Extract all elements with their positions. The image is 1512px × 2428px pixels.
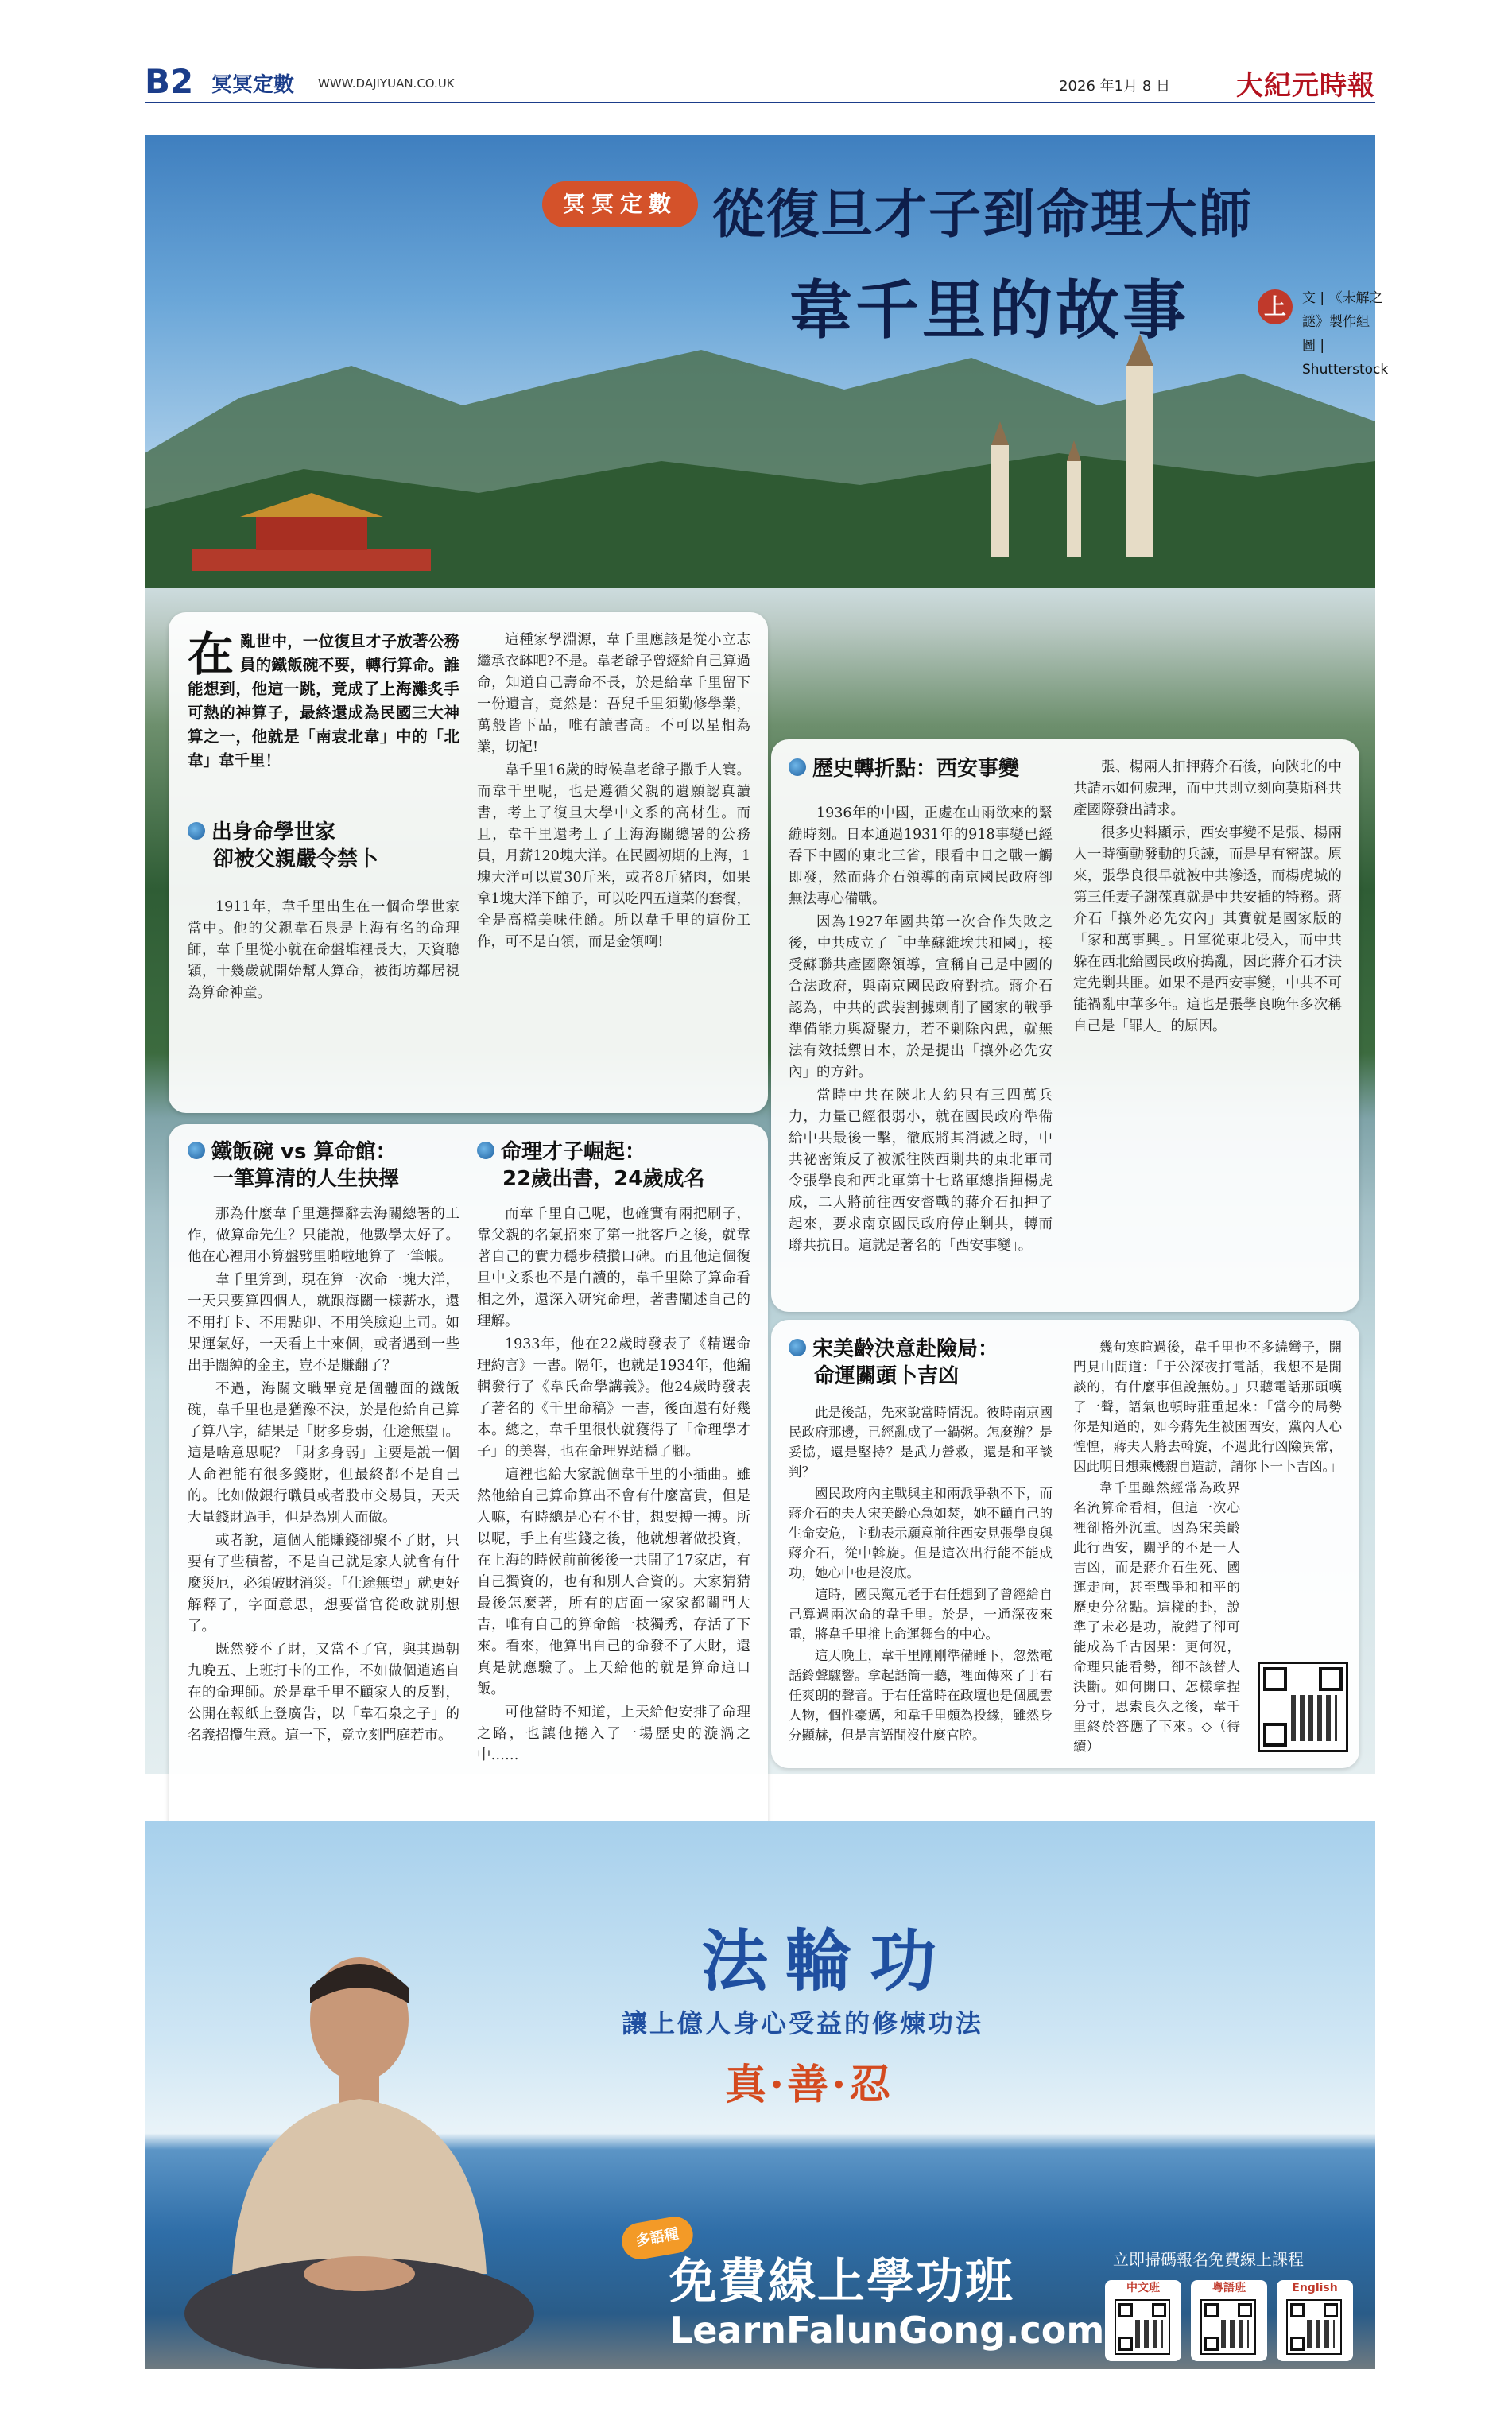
section1-column-left xyxy=(188,897,459,1006)
section4-heading: 歷史轉折點：西安事變 xyxy=(789,755,1043,782)
to-be-continued: （待續） xyxy=(1073,1719,1241,1754)
section-name: 冥冥定數 xyxy=(211,73,295,97)
part-marker: 上 xyxy=(1258,289,1293,324)
paragraph: 當時中共在陝北大約只有三四萬兵力，力量已經很弱小，就在國民政府準備給中共最後一擊，徹底將其消滅之時，中共祕密策反了被派往陝西剿共的東北軍司令張學良和西北軍第十七路軍總指揮楊虎成，二人將前往西安督戰的蔣介石扣押了起來，要求南京國民政府停止剿共，轉而聯共抗日。這就是著名的「西安事變」。 xyxy=(789,1088,1053,1254)
qr-cantonese-class[interactable]: 粵語班 xyxy=(1191,2280,1267,2361)
qr-chinese-class[interactable]: 中文班 xyxy=(1105,2280,1181,2361)
article-card-soong-mayling xyxy=(771,1320,1359,1768)
section5-column-left xyxy=(789,1402,1053,1747)
article-lead: 在亂世中，一位復旦才子放著公務員的鐵飯碗不要，轉行算命。誰能想到，他這一跳，竟成了上海灘炙手可熱的神算子，最終還成為民國三大神算之一，他就是「南袁北韋」中的「北韋」韋千里！ xyxy=(188,627,459,770)
intro-column-left xyxy=(188,627,459,773)
website-link[interactable]: WWW.DAJIYUAN.CO.UK xyxy=(318,76,455,91)
section4-column-left xyxy=(789,803,1053,1259)
section2-heading: 鐵飯碗 vs 算命館： 一筆算清的人生抉擇 xyxy=(188,1138,459,1193)
paragraph: 很多史料顯示，西安事變不是張、楊兩人一時衝動發動的兵諫，而是早有密謀。原來，張學良很早就被中共滲透，而楊虎城的第三任妻子謝葆真就是中共安插的特務。蔣介石「攘外必先安內」其實就是國家版的「家和萬事興」。日軍從東北侵入，而中共躲在西北給國民政府搗亂，因此蔣介石才決定先剿共匪。如果不是西安事變，中共不可能禍亂中華多年。這也是張學良晚年多次稱自己是「罪人」的原因。 xyxy=(1073,825,1342,1034)
qr-english-class[interactable]: English xyxy=(1277,2280,1353,2361)
qr-code-icon xyxy=(1286,2299,1342,2355)
falun-gong-advertisement xyxy=(145,1821,1375,2369)
free-class-headline: 免費線上學功班 xyxy=(669,2254,1014,2310)
paragraph: 這天晚上，韋千里剛剛準備睡下，忽然電話鈴聲驟響。拿起話筒一聽，裡面傳來了于右任爽朗的聲音。于右任當時在政壇也是個風雲人物，個性豪邁，和韋千里頗為投緣，雖然身分顯赫，但是言語間沒什麼官腔。 xyxy=(789,1648,1053,1743)
article-card-xian-incident xyxy=(771,739,1359,1312)
paragraph: 或者說，這個人能賺錢卻聚不了財，只要有了些積蓄，不是自己就是家人就會有什麼災厄，必須破財消災。「仕途無望」就更好解釋了，字面意思，想要當官從政就別想了。 xyxy=(188,1533,459,1635)
section3-column xyxy=(477,1204,750,1768)
paragraph: 1936年的中國，正處在山雨欲來的緊繃時刻。日本通過1931年的918事變已經吞下中國的東北三省，眼看中日之戰一觸即發，然而蔣介石領導的南京國民政府卻無法專心備戰。 xyxy=(789,805,1053,907)
paragraph: 1933年，他在22歲時發表了《精選命理約言》一書。隔年，也就是1934年，他編輯發行了《韋氏命學講義》。他24歲時發表了著名的《千里命稿》一書，後面還有好幾本。總之，韋千里很快就獲得了「命理學才子」的美譽，也在命理界站穩了腳。 xyxy=(477,1336,750,1460)
end-mark: ◇ xyxy=(1201,1719,1213,1734)
paragraph: 不過，海關文職畢竟是個體面的鐵飯碗，韋千里也是猶豫不決，於是他給自己算了算八字，結果是「財多身弱，仕途無望」。這是啥意思呢？「財多身弱」主要是說一個人命裡能有很多錢財，但最終都不是自己的。比如做銀行職員或者股市交易員，天天大量錢財過手，但是為別人而做。 xyxy=(188,1381,459,1526)
paragraph: 幾句寒暄過後，韋千里也不多繞彎子，開門見山問道：「于公深夜打電話，我想不是閒談的，有什麼事但說無妨。」只聽電話那頭嘆了一聲，語氣也頓時莊重起來：「當今的局勢你是知道的，如今蔣先生被困西安，黨內人心惶惶，蔣夫人將去斡旋，不過此行凶險異常，因此明日想乘機親自造訪，請你卜一卜吉凶。」 xyxy=(1073,1340,1343,1474)
paragraph: 韋千里16歲的時候韋老爺子撒手人寰。而韋千里呢，也是遵循父親的遺願認真讀書，考上了復旦大學中文系的高材生。而且，韋千里還考上了上海海關總署的公務員，月薪120塊大洋。在民國初期的上海，1塊大洋可以買30斤米，或者8斤豬肉，如果拿1塊大洋下館子，可以吃四五道菜的套餐，全是高檔美味佳餚。所以韋千里的這份工作，可不是白領，而是金領啊! xyxy=(477,762,750,950)
scan-instruction: 立即掃碼報名免費線上課程 xyxy=(1113,2250,1304,2269)
ad-website-link[interactable]: LearnFalunGong.com xyxy=(669,2309,1105,2352)
qr-code-icon xyxy=(1200,2299,1256,2355)
paragraph: 因為1927年國共第一次合作失敗之後，中共成立了「中華蘇維埃共和國」，接受蘇聯共產國際領導，宣稱自己是中國的合法政府，與南京國民政府對抗。蔣介石認為，中共的武裝割據刺削了國家的戰爭準備能力與凝聚力，若不剿除內患，就無法有效抵禦日本，於是提出「攘外必先安內」的方針。 xyxy=(789,914,1053,1080)
paragraph: 1911年，韋千里出生在一個命學世家當中。他的父親韋石泉是上海有名的命理師，韋千里從小就在命盤堆裡長大，天資聰穎，十幾歲就開始幫人算命，被街坊鄰居視為算命神童。 xyxy=(188,899,459,1001)
globe-icon xyxy=(188,1142,205,1159)
article-title-block xyxy=(542,172,1389,386)
globe-icon xyxy=(188,822,205,840)
article-title-line2: 韋千里的故事 xyxy=(789,273,1189,347)
paragraph: 張、楊兩人扣押蔣介石後，向陝北的中共請示如何處理，而中共則立刻向莫斯科共產國際發出請求。 xyxy=(1073,759,1342,818)
article-hero xyxy=(145,135,1389,1774)
paragraph: 韋千里算到，現在算一次命一塊大洋，一天只要算四個人，就跟海關一樣薪水，還不用打卡、不用點卯、不用笑臉迎上司。如果運氣好，一天看上十來個，或者遇到一些出手闊綽的金主，豈不是賺翻了？ xyxy=(188,1272,459,1374)
ad-title: 法輪功 xyxy=(701,1922,955,2000)
paragraph: 此是後話，先來說當時情況。彼時南京國民政府那邊，已經亂成了一鍋粥。怎麼辦？是妥協，還是堅持？是武力營救，還是和平談判？ xyxy=(789,1405,1053,1480)
section4-column-right xyxy=(1073,757,1342,1039)
section1-column-right xyxy=(477,630,750,955)
byline-image-credit: 圖 | Shutterstock xyxy=(1302,338,1389,378)
paragraph: 這種家學淵源，韋千里應該是從小立志繼承衣缽吧?不是。韋老爺子曾經給自己算過命，知道自己壽命不長，於是給韋千里留下一份遺言，竟然是：吾兒千里須勤修學業，萬般皆下品，唯有讀書高。不可以星相為業，切記! xyxy=(477,632,750,755)
page-number: B2 xyxy=(145,62,194,101)
paragraph: 這時，國民黨元老于右任想到了曾經給自己算過兩次命的韋千里。於是，一通深夜來電，將韋千里推上命運舞台的中心。 xyxy=(789,1587,1053,1642)
globe-icon xyxy=(789,758,806,776)
header-rule xyxy=(145,102,1375,103)
byline xyxy=(1302,286,1388,382)
paragraph: 國民政府內主戰與主和兩派爭執不下，而蔣介石的夫人宋美齡心急如焚，她不顧自己的生命安危，主動表示願意前往西安見張學良與蔣介石，從中斡旋。但是這次出行能不能成功，她心中也是沒底。 xyxy=(789,1486,1053,1581)
page-header xyxy=(145,62,1375,103)
newspaper-logo: 大紀元時報 xyxy=(1236,70,1375,102)
ad-principles: 真·善·忍 xyxy=(725,2061,894,2109)
paragraph: 那為什麼韋千里選擇辭去海關總署的工作，做算命先生？只能說，他數學太好了。他在心裡用小算盤劈里啪啦地算了一筆帳。 xyxy=(188,1206,459,1265)
qr-code-icon xyxy=(1115,2299,1170,2355)
article-card-intro xyxy=(169,612,768,1113)
article-card-career xyxy=(169,1124,768,1927)
globe-icon xyxy=(789,1339,806,1356)
lead-dropcap: 在 xyxy=(188,627,235,681)
byline-text: 文 | 《未解之謎》製作組 xyxy=(1302,290,1383,330)
globe-icon xyxy=(477,1142,494,1159)
paragraph: 而韋千里自己呢，也確實有兩把刷子，靠父親的名氣招來了第一批客戶之後，就靠著自己的實力穩步積攢口碑。而且他這個復旦中文系也不是白讀的，韋千里除了算命看相之外，還深入研究命理，著書闡述自己的理解。 xyxy=(477,1206,750,1329)
article-title-line1: 從復旦才子到命理大師 xyxy=(712,184,1253,245)
column-badge: 冥冥定數 xyxy=(542,181,698,227)
multilingual-badge: 多語種 xyxy=(619,2214,696,2263)
section2-column xyxy=(188,1204,459,1748)
issue-date: 2026 年1月 8 日 xyxy=(1059,78,1170,95)
ad-subtitle: 讓上億人身心受益的修煉功法 xyxy=(622,2008,984,2038)
section3-heading: 命理才子崛起： 22歲出書，24歲成名 xyxy=(477,1138,750,1193)
paragraph: 韋千里雖然經常為政界名流算命看相，但這一次心裡卻格外沉重。因為宋美齡此行西安，關乎的不是一人吉凶，而是蔣介石生死、國運走向，甚至戰爭和和平的歷史分岔點。這樣的卦，說準了未必是功，說錯了卻可能成為千古因果：更何況，命理只能看勢，卻不該替人決斷。如何開口、怎樣拿捏分寸，思索良久之後，韋千里終於答應了下來。◇（待續） xyxy=(1073,1480,1241,1754)
paragraph: 既然發不了財，又當不了官，與其過朝九晚五、上班打卡的工作，不如做個逍遙自在的命理師。於是韋千里不顧家人的反對，公開在報紙上登廣告，以「韋石泉之子」的名義招攬生意。這一下，竟立刻門庭若市。 xyxy=(188,1642,459,1743)
article-qr-code[interactable] xyxy=(1258,1662,1348,1752)
meditation-person-illustration xyxy=(176,1940,542,2369)
section5-heading: 宋美齡決意赴險局： 命運關頭卜吉凶 xyxy=(789,1336,1053,1390)
section1-heading: 出身命學世家 卻被父親嚴令禁卜 xyxy=(188,819,459,873)
paragraph: 可他當時不知道，上天給他安排了命理之路，也讓他捲入了一場歷史的漩渦之中…… xyxy=(477,1705,750,1763)
paragraph: 這裡也給大家說個韋千里的小插曲。雖然他給自己算命算出不會有什麼富貴，但是人嘛，有時總是心有不甘，想要搏一搏。所以呢，手上有些錢之後，他就想著做投資，在上海的時候前前後後一共開了17家店，有自己獨資的，也有和別人合資的。大家猜猜最後怎麼著，所有的店面一家家都關門大吉，唯有自己的算命館一枝獨秀，存活了下來。看來，他算出自己的命發不了大財，還真是就應驗了。上天給他的就是算命這口飯。 xyxy=(477,1467,750,1697)
